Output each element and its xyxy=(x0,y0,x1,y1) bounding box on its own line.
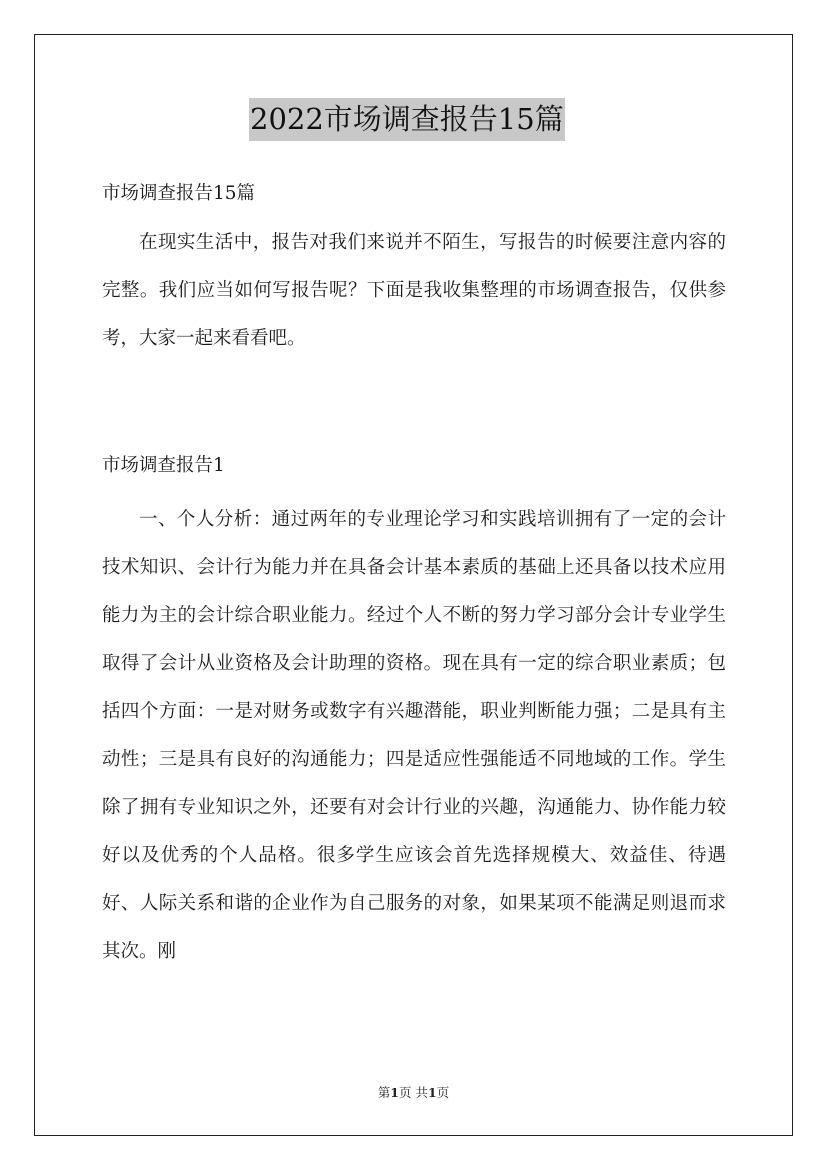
section-body-paragraph: 一、个人分析：通过两年的专业理论学习和实践培训拥有了一定的会计技术知识、会计行为能力并在具备会计基本素质的基础上还具备以技术应用能力为主的会计综合职业能力。经过个人不断的努力学习部分会计专业学生取得了会计从业资格及会计助理的资格。现在具有一定的综合职业素质；包括四个方面：一是对财务或数字有兴趣潜能，职业判断能力强；二是具有主动性；三是具有良好的沟通能力；四是适应性强能适不同地域的工作。学生除了拥有专业知识之外，还要有对会计行业的兴趣，沟通能力、协作能力较好以及优秀的个人品格。很多学生应该会首先选择规模大、效益佳、待遇好、人际关系和谐的企业作为自己服务的对象，如果某项不能满足则退而求其次。刚 xyxy=(102,509,726,962)
section-heading: 市场调查报告1 xyxy=(102,455,225,476)
footer-page-prefix: 第 xyxy=(377,1085,391,1100)
footer-page-suffix: 页 xyxy=(436,1085,450,1100)
intro-paragraph: 在现实生活中，报告对我们来说并不陌生，写报告的时候要注意内容的完整。我们应当如何写报告呢？下面是我收集整理的市场调查报告，仅供参考，大家一起来看看吧。 xyxy=(102,232,726,349)
footer-page-total: 1 xyxy=(427,1085,437,1100)
footer-page-mid: 页 共 xyxy=(399,1085,428,1100)
document-subtitle: 市场调查报告15篇 xyxy=(102,183,256,204)
footer-page-current: 1 xyxy=(390,1085,399,1100)
document-title: 2022市场调查报告15篇 xyxy=(249,98,565,141)
page-footer xyxy=(0,1083,827,1101)
